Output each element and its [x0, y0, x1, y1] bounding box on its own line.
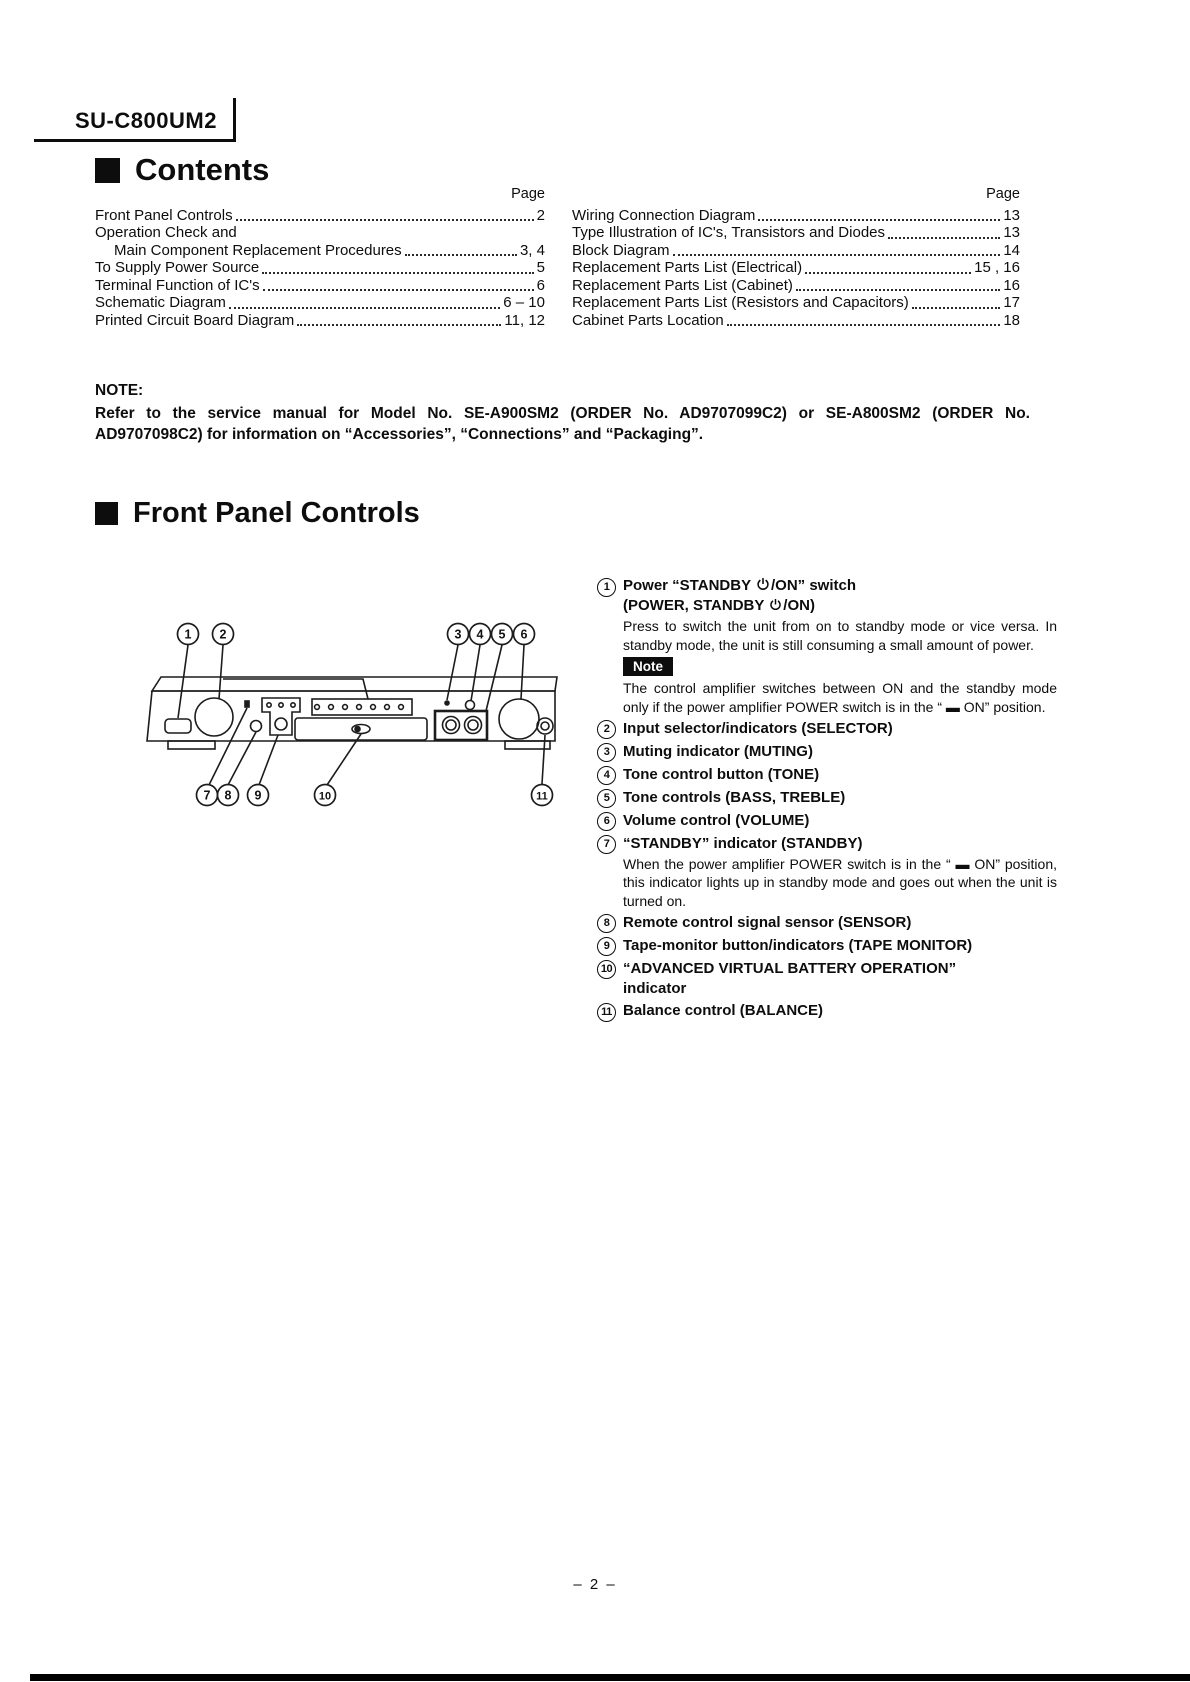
bass-knob: [443, 717, 460, 734]
dot-leader: [263, 289, 534, 291]
control-item-content: [623, 576, 1057, 716]
front-panel-heading-text: Front Panel Controls: [133, 497, 420, 529]
toc-row: [95, 259, 545, 277]
toc-entry-page: 2: [536, 206, 545, 224]
contents-heading: [95, 152, 269, 188]
toc-row: [572, 242, 1020, 260]
toc-row: [572, 207, 1020, 225]
control-subtitle-text: (POWER, STANDBY: [623, 597, 765, 614]
dot-leader: [805, 272, 971, 274]
toc-entry-title: Printed Circuit Board Diagram: [95, 311, 295, 329]
tape-monitor-led: [279, 703, 283, 707]
control-item-2: [597, 719, 1057, 740]
remote-sensor: [251, 721, 262, 732]
control-title: [623, 576, 1057, 596]
dot-leader: [236, 219, 534, 221]
toc-entry-page: 16: [1003, 276, 1020, 294]
control-descriptions: [597, 576, 1057, 1024]
circled-number: 9: [597, 937, 616, 956]
dot-leader: [888, 237, 1000, 239]
balance-knob: [537, 718, 553, 734]
callout-number: 6: [520, 627, 528, 642]
toc-entry-page: 13: [1003, 206, 1020, 224]
page-number: – 2 –: [573, 1576, 617, 1593]
tone-button: [466, 701, 475, 710]
control-title-line2: indicator: [623, 979, 687, 997]
control-title-text: /ON” switch: [770, 577, 856, 594]
circled-number: 11: [597, 1003, 616, 1022]
toc-row: [95, 277, 545, 295]
toc-right-column: [572, 186, 1020, 329]
toc-entry-page: 17: [1003, 294, 1020, 311]
control-title: Tone controls (BASS, TREBLE): [623, 788, 846, 806]
callout-number: 1: [184, 627, 192, 642]
toc-row: [572, 259, 1020, 277]
square-bullet-icon: [95, 158, 120, 183]
control-item-10: [597, 959, 1057, 999]
toc-entry-title: Replacement Parts List (Electrical): [572, 259, 803, 276]
note-label: NOTE:: [95, 382, 144, 399]
contents-heading-text: Contents: [135, 152, 270, 187]
control-title: Balance control (BALANCE): [623, 1002, 824, 1019]
toc-entry-page: 6 – 10: [503, 294, 545, 311]
dot-leader: [758, 219, 1000, 221]
dot-leader: [405, 254, 517, 256]
toc-row: [572, 294, 1020, 312]
dot-leader: [297, 324, 501, 326]
volume-knob: [499, 699, 539, 739]
toc-row: [572, 224, 1020, 242]
toc-page-label: Page: [511, 186, 545, 202]
balance-knob-inner: [541, 722, 549, 730]
bass-knob-inner: [446, 720, 456, 730]
leader-5: [486, 645, 502, 711]
note-text: Refer to the service manual for Model No. SE-A900SM2 (ORDER No. AD9707099C2) or SE-A800SM2 (ORDER No. AD9707098C2) for information on “Accessories”, “Connections” and “Packaging”.: [95, 405, 1030, 443]
tape-monitor-led: [291, 703, 295, 707]
control-item-8: [597, 913, 1057, 934]
toc-row: [95, 224, 545, 242]
leader-9: [259, 735, 278, 785]
callout-number: 4: [476, 627, 484, 642]
selector-led: [399, 705, 404, 710]
standby-indicator: [245, 701, 249, 707]
toc-entry-page: 3, 4: [519, 241, 545, 259]
toc-entry-title: Schematic Diagram: [95, 294, 226, 311]
control-body: Press to switch the unit from on to standby mode or vice versa. In standby mode, the unit is still consuming a small amount of power.: [623, 618, 1057, 653]
dot-leader: [262, 272, 533, 274]
circled-number: 1: [597, 578, 616, 597]
leader-8: [228, 732, 256, 785]
toc-row: [95, 294, 545, 312]
control-title-text: Power “STANDBY: [623, 577, 751, 594]
toc-entry-title: Type Illustration of IC's, Transistors and Diodes: [572, 224, 886, 241]
control-item-5: [597, 788, 1057, 809]
power-switch: [165, 719, 191, 733]
front-panel-drawing: [128, 578, 568, 816]
callout-number: 8: [224, 788, 232, 803]
control-item-3: [597, 742, 1057, 763]
selector-led: [385, 705, 390, 710]
dot-leader: [912, 307, 1001, 309]
toc-entry-page: 14: [1003, 241, 1020, 259]
treble-knob: [465, 717, 482, 734]
control-item-9: [597, 936, 1057, 957]
control-subtitle: [623, 596, 1057, 616]
control-title: Input selector/indicators (SELECTOR): [623, 719, 893, 737]
note-badge: Note: [623, 657, 673, 676]
dot-leader: [229, 307, 500, 309]
toc-entry-title: Cabinet Parts Location: [572, 311, 724, 329]
toc-row: [572, 277, 1020, 295]
circled-number: 7: [597, 835, 616, 854]
control-title: Tone control button (TONE): [623, 765, 820, 783]
control-note-body: The control amplifier switches between ON and the standby mode only if the power amplifier POWER switch is in the “ ▬ ON” position.: [623, 680, 1057, 715]
treble-knob-inner: [468, 720, 478, 730]
circled-number: 10: [597, 960, 616, 979]
callout-number: 5: [498, 627, 506, 642]
toc-entry-title: Main Component Replacement Procedures: [114, 241, 402, 259]
control-title: Remote control signal sensor (SENSOR): [623, 913, 912, 931]
circled-number: 5: [597, 789, 616, 808]
toc-entry-page: 18: [1003, 311, 1020, 329]
selector-led: [371, 705, 376, 710]
control-item-7: [597, 834, 1057, 911]
toc-entry-title: Replacement Parts List (Resistors and Capacitors): [572, 294, 909, 311]
tape-monitor-button: [275, 718, 287, 730]
toc-entry-page: 5: [536, 259, 545, 276]
square-bullet-icon: [95, 502, 118, 525]
control-item-4: [597, 765, 1057, 786]
panel-left-foot: [168, 741, 215, 749]
toc-entry-title: Block Diagram: [572, 241, 670, 259]
control-item-11: [597, 1001, 1057, 1022]
callout-number: 10: [318, 790, 332, 803]
control-body: When the power amplifier POWER switch is in the “ ▬ ON” position, this indicator lights up in standby mode and goes out when the unit is turned on.: [623, 855, 1057, 909]
leader-11: [542, 735, 545, 784]
model-label: SU-C800UM2: [34, 98, 236, 142]
selector-led: [329, 705, 334, 710]
toc-entry-title: To Supply Power Source: [95, 259, 260, 276]
panel-parts: [165, 698, 553, 740]
selector-led: [357, 705, 362, 710]
leader-2b: [223, 679, 368, 699]
leader-1: [178, 645, 188, 718]
panel-right-foot: [505, 741, 550, 749]
toc-entry-title: Wiring Connection Diagram: [572, 206, 756, 224]
toc-entry-title: Operation Check and: [95, 224, 237, 241]
toc-entry-title: Replacement Parts List (Cabinet): [572, 276, 793, 294]
callout-number: 9: [254, 788, 262, 803]
callout-number: 11: [536, 790, 548, 803]
control-item-1: [597, 576, 1057, 716]
selector-knob: [195, 698, 233, 736]
control-title: Muting indicator (MUTING): [623, 742, 813, 760]
toc-row: [95, 207, 545, 225]
tape-monitor-led: [267, 703, 271, 707]
note-block: [95, 380, 1030, 445]
toc-entry-page: 11, 12: [504, 311, 545, 329]
toc-row: [95, 242, 545, 260]
toc-entry-page: 15 , 16: [974, 259, 1020, 276]
toc-entry-title: Front Panel Controls: [95, 206, 233, 224]
callout-number: 7: [203, 788, 211, 803]
circled-number: 2: [597, 720, 616, 739]
dot-leader: [727, 324, 1001, 326]
control-item-6: [597, 811, 1057, 832]
power-icon: [769, 598, 782, 611]
toc-entry-title: Terminal Function of IC's: [95, 276, 260, 294]
toc-row: [572, 312, 1020, 330]
circled-number: 8: [597, 914, 616, 933]
front-panel-controls-heading: [95, 497, 420, 530]
muting-indicator: [445, 701, 449, 705]
control-title: Tape-monitor button/indicators (TAPE MONITOR): [623, 936, 973, 954]
control-title: “ADVANCED VIRTUAL BATTERY OPERATION”: [623, 959, 957, 977]
circled-number: 4: [597, 766, 616, 785]
toc-entry-page: 6: [536, 276, 545, 294]
front-panel-diagram: [128, 578, 568, 816]
toc-row: [95, 312, 545, 330]
panel-outline: [147, 677, 557, 749]
toc-page-label: Page: [986, 186, 1020, 202]
circled-number: 6: [597, 812, 616, 831]
control-title: Volume control (VOLUME): [623, 811, 810, 829]
dot-leader: [673, 254, 1001, 256]
control-subtitle-text: /ON): [783, 597, 815, 614]
toc-left-column: [95, 186, 545, 329]
leader-4: [471, 645, 480, 701]
scan-bottom-bar: [30, 1674, 1190, 1681]
dot-leader: [796, 289, 1000, 291]
control-title: “STANDBY” indicator (STANDBY): [623, 834, 863, 852]
selector-led: [315, 705, 320, 710]
avbo-display: [295, 718, 427, 740]
callout-number: 2: [219, 627, 227, 642]
toc-entry-page: 13: [1003, 224, 1020, 241]
circled-number: 3: [597, 743, 616, 762]
avbo-indicator-dot: [355, 727, 360, 732]
callout-number: 3: [454, 627, 462, 642]
power-icon: [756, 577, 770, 591]
selector-led: [343, 705, 348, 710]
